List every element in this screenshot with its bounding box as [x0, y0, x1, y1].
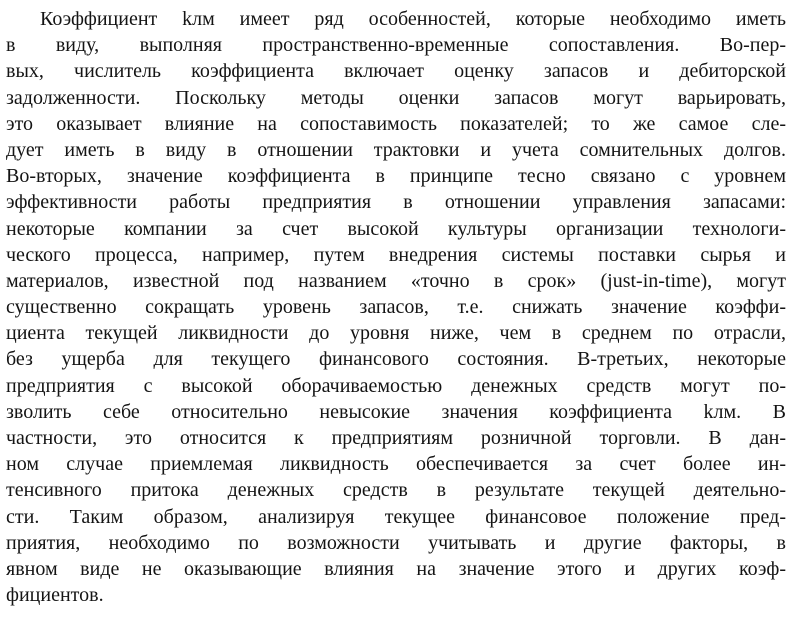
text-line: это оказывает влияние на сопоставимость показателей; то же самое сле-: [6, 112, 786, 135]
text-line: сти. Таким образом, анализируя текущее финансовое положение пред-: [6, 505, 786, 528]
text-line: приятия, необходимо по возможности учитывать и другие факторы, в: [6, 531, 786, 554]
text-line: некоторые компании за счет высокой культуры организации технологи-: [6, 217, 786, 240]
text-line: фициентов.: [6, 584, 104, 607]
text-line: существенно сокращать уровень запасов, т.е. снижать значение коэффи-: [6, 296, 786, 319]
text-line: предприятия с высокой оборачиваемостью денежных средств могут по-: [6, 374, 786, 397]
text-line: тенсивного притока денежных средств в результате текущей деятельно-: [6, 479, 786, 502]
text-line: ном случае приемлемая ликвидность обеспечивается за счет более ин-: [6, 453, 786, 476]
text-line: Коэффициент kлм имеет ряд особенностей, которые необходимо иметь: [40, 8, 786, 30]
text-line: ческого процесса, например, путем внедрения системы поставки сырья и: [6, 243, 786, 266]
text-line: эффективности работы предприятия в отношении управления запасами:: [6, 191, 786, 214]
text-line: без ущерба для текущего финансового состояния. В-третьих, некоторые: [6, 348, 786, 371]
text-line: явном виде не оказывающие влияния на значение этого и других коэф-: [6, 557, 786, 580]
text-line: материалов, известной под названием «точно в срок» (just-in-time), могут: [6, 269, 786, 292]
body-paragraph: [6, 6, 786, 608]
text-line: Во-вторых, значение коэффициента в принципе тесно связано с уровнем: [6, 165, 786, 188]
text-line: зволить себе относительно невысокие значения коэффициента kлм. В: [6, 400, 786, 423]
text-line: циента текущей ликвидности до уровня ниже, чем в среднем по отрасли,: [6, 322, 786, 345]
text-line: частности, это относится к предприятиям розничной торговли. В дан-: [6, 427, 786, 449]
text-line: дует иметь в виду в отношении трактовки и учета сомнительных долгов.: [6, 138, 786, 161]
text-line: вых, числитель коэффициента включает оценку запасов и дебиторской: [6, 60, 786, 83]
text-line: задолженности. Поскольку методы оценки запасов могут варьировать,: [6, 86, 786, 109]
text-line: в виду, выполняя пространственно-временные сопоставления. Во-пер-: [6, 34, 786, 57]
